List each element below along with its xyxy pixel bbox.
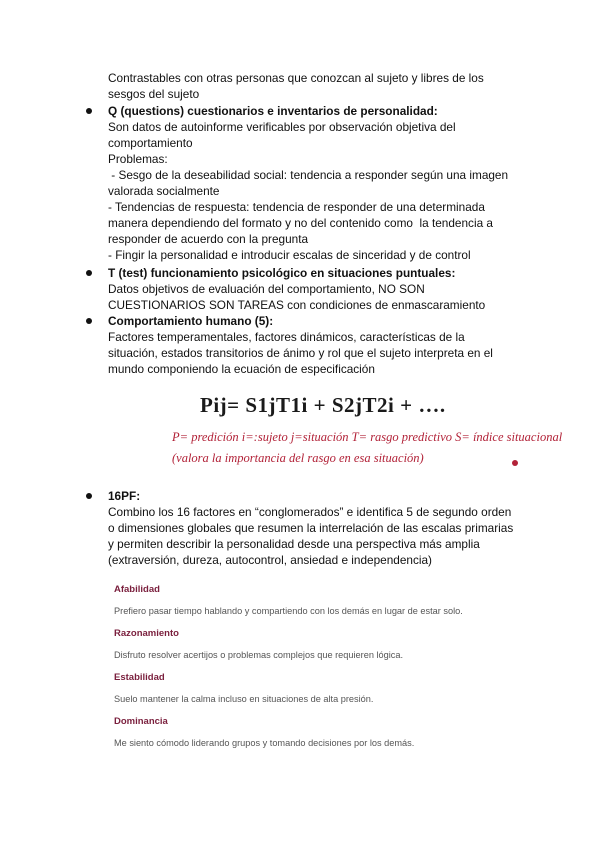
text-line: mundo componiendo la ecuación de especificación: [108, 362, 375, 376]
bullet-icon: [86, 108, 92, 114]
pf-section: [108, 488, 548, 568]
c-heading-text: Comportamiento humano (5):: [108, 314, 274, 328]
text-line: Datos objetivos de evaluación del comportamiento, NO SON: [108, 282, 425, 296]
trait-title: Razonamiento: [114, 628, 179, 639]
text-line: - Tendencias de respuesta: tendencia de responder de una determinada: [108, 200, 485, 214]
text-line: situación, estados transitorios de ánimo y rol que el sujeto interpreta en el: [108, 346, 493, 360]
equation-text: Pij= S1jT1i + S2jT2i + ….: [200, 393, 446, 417]
dot-icon: [512, 460, 518, 466]
text-line: Son datos de autoinforme verificables por observación objetiva del: [108, 120, 456, 134]
t-section: [108, 265, 548, 313]
text-line: - Sesgo de la deseabilidad social: tendencia a responder según una imagen: [108, 168, 509, 182]
text-line: o dimensiones globales que resumen la interrelación de las escalas primarias: [108, 521, 514, 535]
text-line: sesgos del sujeto: [108, 87, 200, 101]
text-line: comportamiento: [108, 136, 193, 150]
bullet-icon: [86, 318, 92, 324]
pf-heading: [108, 488, 548, 504]
trait-item: [114, 628, 403, 661]
text-line: y permiten describir la personalidad desde una perspectiva más amplia: [108, 537, 480, 551]
equation-legend: P= predición i=:sujeto j=situación T= rasgo predictivo S= índice situacional: [172, 430, 563, 444]
trait-item: [114, 672, 373, 705]
t-heading-text: T (test) funcionamiento psicológico en situaciones puntuales:: [108, 266, 456, 280]
c-section: [108, 313, 548, 377]
trait-item: [114, 584, 463, 617]
bullet-icon: [86, 270, 92, 276]
text-line: Contrastables con otras personas que conozcan al sujeto y libres de los: [108, 71, 484, 85]
c-heading: [108, 313, 548, 329]
text-line: manera dependiendo del formato y no del contenido como la tendencia a: [108, 216, 493, 230]
trait-title: Dominancia: [114, 716, 168, 727]
trait-desc: Me siento cómodo liderando grupos y tomando decisiones por los demás.: [114, 738, 415, 748]
t-heading: [108, 265, 548, 281]
trait-title: Estabilidad: [114, 672, 165, 683]
text-line: Factores temperamentales, factores dinámicos, características de la: [108, 330, 465, 344]
text-line: CUESTIONARIOS SON TAREAS con condiciones de enmascaramiento: [108, 298, 486, 312]
q-section: [108, 103, 548, 263]
q-heading-text: Q (questions) cuestionarios e inventarios de personalidad:: [108, 104, 438, 118]
pf-heading-text: 16PF:: [108, 489, 141, 503]
trait-desc: Prefiero pasar tiempo hablando y compartiendo con los demás en lugar de estar solo.: [114, 606, 463, 616]
text-line: Problemas:: [108, 152, 168, 166]
text-line: Combino los 16 factores en “conglomerados” e identifica 5 de segundo orden: [108, 505, 512, 519]
specification-equation: [200, 393, 500, 423]
text-line: (extraversión, dureza, autocontrol, ansiedad e independencia): [108, 553, 432, 567]
text-line: responder de acuerdo con la pregunta: [108, 232, 309, 246]
text-line: valorada socialmente: [108, 184, 220, 198]
trait-title: Afabilidad: [114, 584, 160, 595]
trait-desc: Disfruto resolver acertijos o problemas complejos que requieren lógica.: [114, 650, 404, 660]
bullet-icon: [86, 493, 92, 499]
text-line: - Fingir la personalidad e introducir escalas de sinceridad y de control: [108, 248, 471, 262]
q-heading: [108, 103, 548, 119]
intro-paragraph: [108, 70, 548, 102]
equation-legend-note: (valora la importancia del rasgo en esa situación): [172, 451, 424, 465]
trait-desc: Suelo mantener la calma incluso en situaciones de alta presión.: [114, 694, 374, 704]
trait-item: [114, 716, 414, 749]
